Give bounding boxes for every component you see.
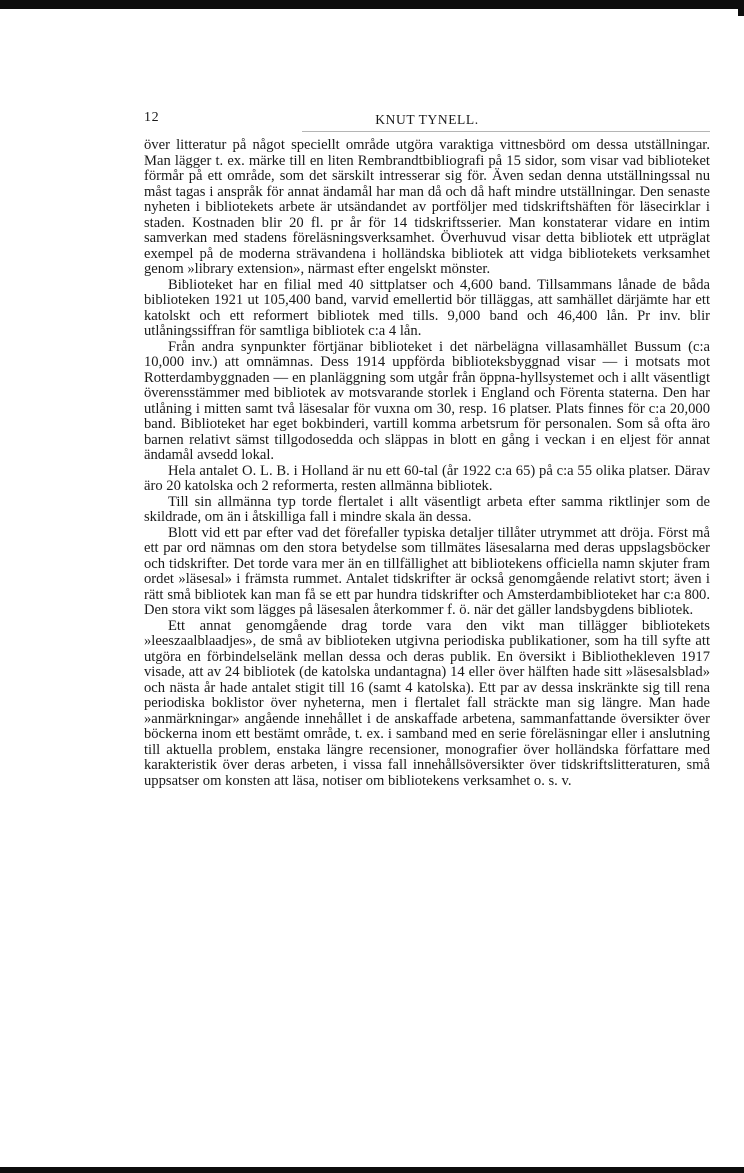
paragraph-exhibitions: över litteratur på något speciellt område utgöra varaktiga vittnesbörd om dessa utställningar. Man lägger t. ex. märke till en liten Rembrandtbibliografi på 15 sidor, som visar vad biblioteket förmår på ett område, som det särskilt intresserar sig för. Även sedan denna utställningssal nu måst tagas i anspråk för annat ändamål har man då och då haft mindre utställningar. Den senaste nyheten i bibliotekets arbete är utsändandet av portföljer med tidskriftshäften för läsecirklar i staden. Kostnaden blir 20 fl. pr år för 14 tidskriftsserier. Man konstaterar vidare en intim samverkan med stadens föreläsningsverksamhet. Överhuvud visar detta bibliotek ett utpräglat exempel på de moderna strävandena i holländska bibliotek att vidga bibliotekets verksamhet genom »library extension», närmast efter engelskt mönster.	[144, 137, 710, 277]
paragraph-reading-rooms: Blott vid ett par efter vad det förefaller typiska detaljer tillåter utrymmet att dröja. Först må ett par ord nämnas om den stora betydelse som tillmätes läsesalarna med deras uppslagsböcker och tidskrifter. Det torde vara mer än en tillfällighet att bibliotekens officiella namn skjuter fram ordet »läsesal» i främsta rummet. Antalet tidskrifter är också genomgående relativt stort; även i rätt små bibliotek kan man få se ett par hundra tidskrifter och Amsterdambiblioteket har c:a 800. Den stora vikt som lägges på läsesalen återkommer f. ö. när det gäller landsbygdens bibliotek.	[144, 524, 710, 618]
paragraph-olb-count: Hela antalet O. L. B. i Holland är nu ett 60-tal (år 1922 c:a 65) på c:a 55 olika platser. Därav äro 20 katolska och 2 reformerta, resten allmänna bibliotek.	[144, 462, 710, 494]
scan-edge-right	[738, 0, 744, 16]
page-number: 12	[144, 110, 160, 125]
book-page	[144, 106, 710, 789]
body-text	[144, 138, 710, 789]
scan-edge-bottom	[0, 1167, 744, 1173]
header-rule	[302, 131, 710, 132]
running-title: KNUT TYNELL.	[375, 112, 479, 127]
paragraph-leeszaalblaadjes: Ett annat genomgående drag torde vara den vikt man tillägger bibliotekets »leeszaalblaadjes», de små av biblioteken utgivna periodiska publikationer, som ha till syfte att utgöra en förbindelselänk mellan dessa och deras publik. En översikt i Bibliothekleven 1917 visade, att av 24 bibliotek (de katolska undantagna) 14 eller över hälften hade sitt »läsesalsblad» och nästa år hade antalet stigit till 16 (samt 4 katolska). Ett par av dessa inskränkte sig till rena periodiska boklistor över nyheterna, men i flertalet fall sträckte man sig längre. Man hade »anmärkningar» angående innehållet i de anskaffade arbetena, sammanfattande översikter över böckerna inom ett bestämt område, t. ex. i samband med en serie föreläsningar eller i anslutning till aktuella problem, enstaka längre recensioner, monografier över holländska författare med karakteristik över deras arbeten, i vissa fall innehållsöversikter över tidskriftslitteraturen, små uppsatser om konsten att läsa, notiser om bibliotekens verksamhet o. s. v.	[144, 617, 710, 789]
paragraph-bussum: Från andra synpunkter förtjänar biblioteket i det närbelägna villasamhället Bussum (c:a 10,000 inv.) att omnämnas. Dess 1914 uppförda biblioteksbyggnad visar — i motsats mot Rotterdambyggnaden — en planläggning som utgår från öppna-hyllsystemet och i allt väsentligt överensstämmer med bibliotek av motsvarande storlek i England och Förenta staterna. Den har utlåning i mitten samt två läsesalar för vuxna om 30, resp. 16 platser. Plats finnes för c:a 20,000 band. Biblioteket har eget bokbinderi, vartill komma arbetsrum för personalen. Som så ofta äro barnen relativt sämst tillgodosedda och släppas in blott en gång i veckan i en eljest för annat ändamål avsedd lokal.	[144, 338, 710, 463]
paragraph-branch-library: Biblioteket har en filial med 40 sittplatser och 4,600 band. Tillsammans lånade de båda biblioteken 1921 ut 105,400 band, varvid emellertid bör tilläggas, att samhället därjämte har ett katolskt och ett reformert bibliotek med tills. 9,000 band och 46,400 lån. Pr inv. blir utlåningssiffran för samtliga bibliotek c:a 4 lån.	[144, 276, 710, 339]
running-head	[144, 106, 710, 132]
paragraph-general-type: Till sin allmänna typ torde flertalet i allt väsentligt arbeta efter samma riktlinjer som de skildrade, om än i åtskilliga fall i mindre skala än dessa.	[144, 493, 710, 525]
scan-edge-top	[0, 0, 744, 9]
